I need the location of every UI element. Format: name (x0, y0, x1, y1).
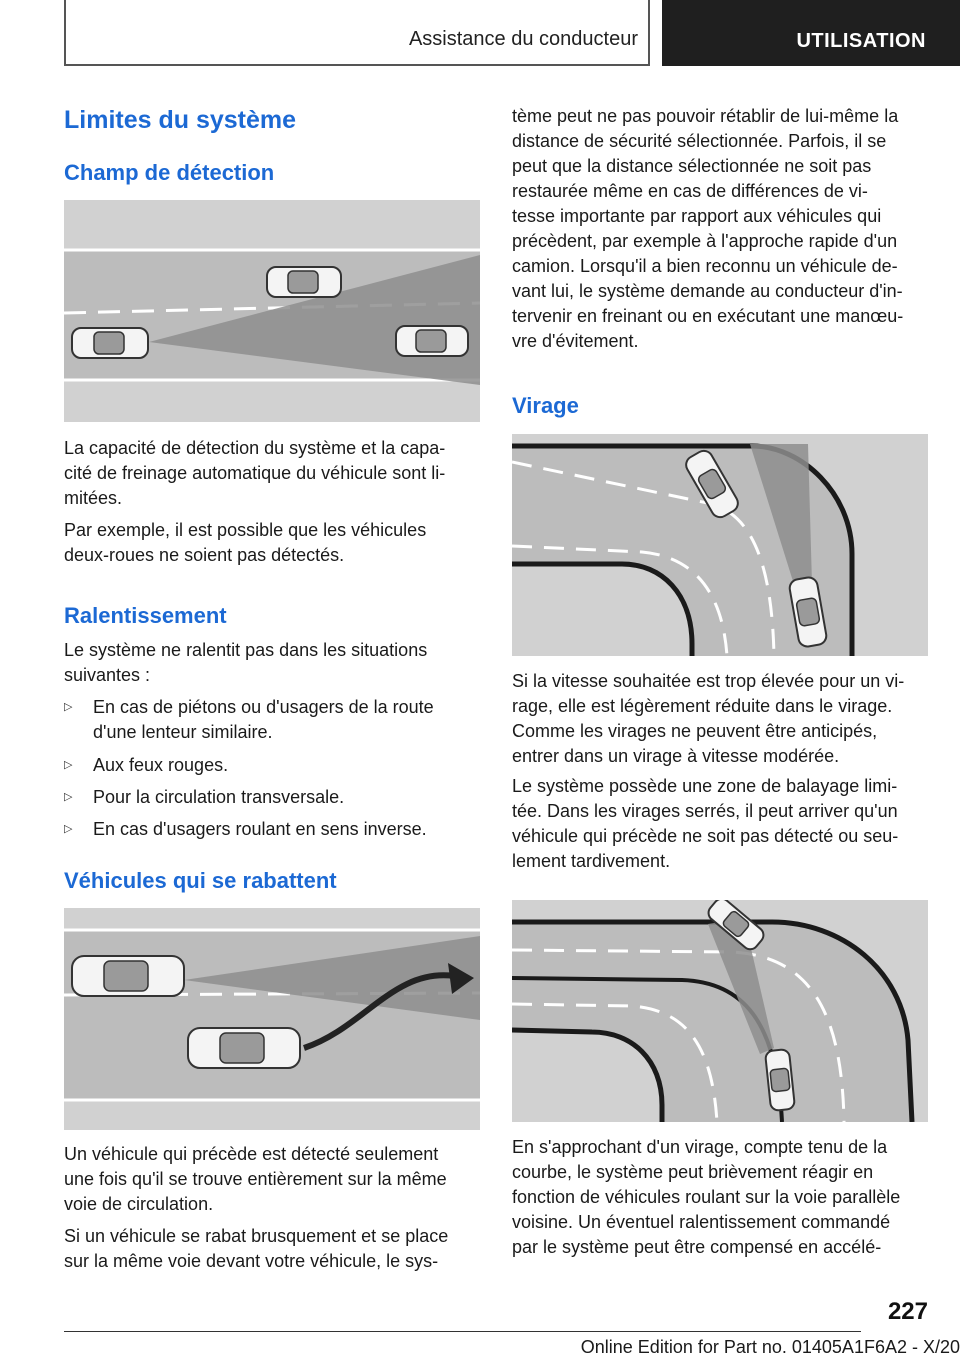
text-line: entrer dans un virage à vitesse modérée. (512, 746, 840, 766)
text-line: tée. Dans les virages serrés, il peut arriver qu'un (512, 801, 898, 821)
text-line: Le système ne ralentit pas dans les situations (64, 640, 428, 660)
text-line: restaurée même en cas de différences de vi- (512, 181, 868, 201)
triangle-bullet-icon: ▷ (64, 791, 73, 803)
text-line: une fois qu'il se trouve entièrement sur la même (64, 1169, 447, 1189)
heading-detection: Champ de détection (64, 160, 275, 185)
detection-paragraph-2 (64, 518, 480, 568)
text-line: véhicule qui précède ne soit pas détecté ou seu- (512, 826, 899, 846)
text-line: mitées. (64, 488, 123, 508)
triangle-bullet-icon: ▷ (64, 759, 73, 771)
detection-paragraph-1 (64, 436, 480, 511)
text-line: sur la même voie devant votre véhicule, le sys- (64, 1251, 439, 1271)
heading-curve: Virage (512, 393, 579, 418)
text-line: vre d'évitement. (512, 331, 639, 351)
heading-slowdown: Ralentissement (64, 603, 227, 628)
text-line: tervenir en freinant ou en exécutant une manœu- (512, 306, 904, 326)
figure-cut-in (64, 908, 480, 1130)
header-rule-divider (648, 0, 650, 66)
continued-paragraph (512, 104, 928, 354)
text-line: En cas d'usagers roulant en sens inverse. (93, 819, 427, 839)
text-line: tesse importante par rapport aux véhicules qui (512, 206, 882, 226)
list-item (64, 753, 480, 778)
text-line: distance de sécurité sélectionnée. Parfois, il se (512, 131, 887, 151)
text-line: rage, elle est légèrement réduite dans le virage. (512, 696, 893, 716)
cut-in-paragraph-2 (64, 1224, 480, 1274)
list-item (64, 817, 480, 842)
curve-paragraph-1 (512, 669, 928, 769)
curve-paragraph-3 (512, 1135, 928, 1260)
car-cutting-in (188, 1028, 300, 1068)
text-line: Si la vitesse souhaitée est trop élevée pour un vi- (512, 671, 905, 691)
text-line: voie de circulation. (64, 1194, 214, 1214)
text-line: d'une lenteur similaire. (93, 722, 273, 742)
figure-detection-range (64, 200, 480, 422)
text-line: camion. Lorsqu'il a bien reconnu un véhicule de- (512, 256, 898, 276)
cut-in-paragraph-1 (64, 1142, 480, 1217)
text-line: En cas de piétons ou d'usagers de la route (93, 697, 434, 717)
car-front-same-lane (396, 326, 468, 356)
heading-cut-in: Véhicules qui se rabattent (64, 868, 337, 893)
text-line: Pour la circulation transversale. (93, 787, 345, 807)
text-line: voisine. Un éventuel ralentissement commandé (512, 1212, 891, 1232)
text-line: lement tardivement. (512, 851, 671, 871)
text-line: Aux feux rouges. (93, 755, 229, 775)
page-number: 227 (887, 1298, 928, 1325)
text-line: courbe, le système peut brièvement réagir en (512, 1162, 874, 1182)
page-title: Limites du système (64, 106, 297, 134)
list-item (64, 695, 480, 745)
list-item (64, 785, 480, 810)
car-front-other-lane (267, 267, 341, 297)
triangle-bullet-icon: ▷ (64, 823, 73, 835)
header-rule-bottom (64, 64, 650, 66)
text-line: Par exemple, il est possible que les véhicules (64, 520, 427, 540)
text-line: La capacité de détection du système et la capa- (64, 438, 446, 458)
text-line: En s'approchant d'un virage, compte tenu de la (512, 1137, 888, 1157)
footer-rule (64, 1331, 861, 1332)
text-line: Si un véhicule se rabat brusquement et se place (64, 1226, 449, 1246)
text-line: vant lui, le système demande au conducteur d'in- (512, 281, 903, 301)
text-line: suivantes : (64, 665, 151, 685)
figure-curve-parallel-lane (512, 900, 928, 1122)
car-ego (72, 328, 148, 358)
figure-curve (512, 434, 928, 656)
car-ego (765, 1049, 795, 1111)
text-line: deux-roues ne soient pas détectés. (64, 545, 345, 565)
slowdown-intro (64, 638, 480, 688)
footer-edition: Online Edition for Part no. 01405A1F6A2 - X/20 (580, 1337, 960, 1357)
text-line: Un véhicule qui précède est détecté seulement (64, 1144, 439, 1164)
curve-paragraph-2 (512, 774, 928, 874)
text-line: précèdent, par exemple à l'approche rapide d'un (512, 231, 898, 251)
text-line: peut que la distance sélectionnée ne soit pas (512, 156, 872, 176)
car-ego (72, 956, 184, 996)
header-chapter-label: UTILISATION (796, 30, 926, 52)
triangle-bullet-icon: ▷ (64, 701, 73, 713)
text-line: cité de freinage automatique du véhicule sont li- (64, 463, 446, 483)
text-line: Comme les virages ne peuvent être anticipés, (512, 721, 878, 741)
text-line: fonction de véhicules roulant sur la voie parallèle (512, 1187, 901, 1207)
text-line: tème peut ne pas pouvoir rétablir de lui-même la (512, 106, 899, 126)
text-line: par le système peut être compensé en accélé- (512, 1237, 882, 1257)
header-section-title: Assistance du conducteur (408, 28, 638, 50)
text-line: Le système possède une zone de balayage limi- (512, 776, 898, 796)
